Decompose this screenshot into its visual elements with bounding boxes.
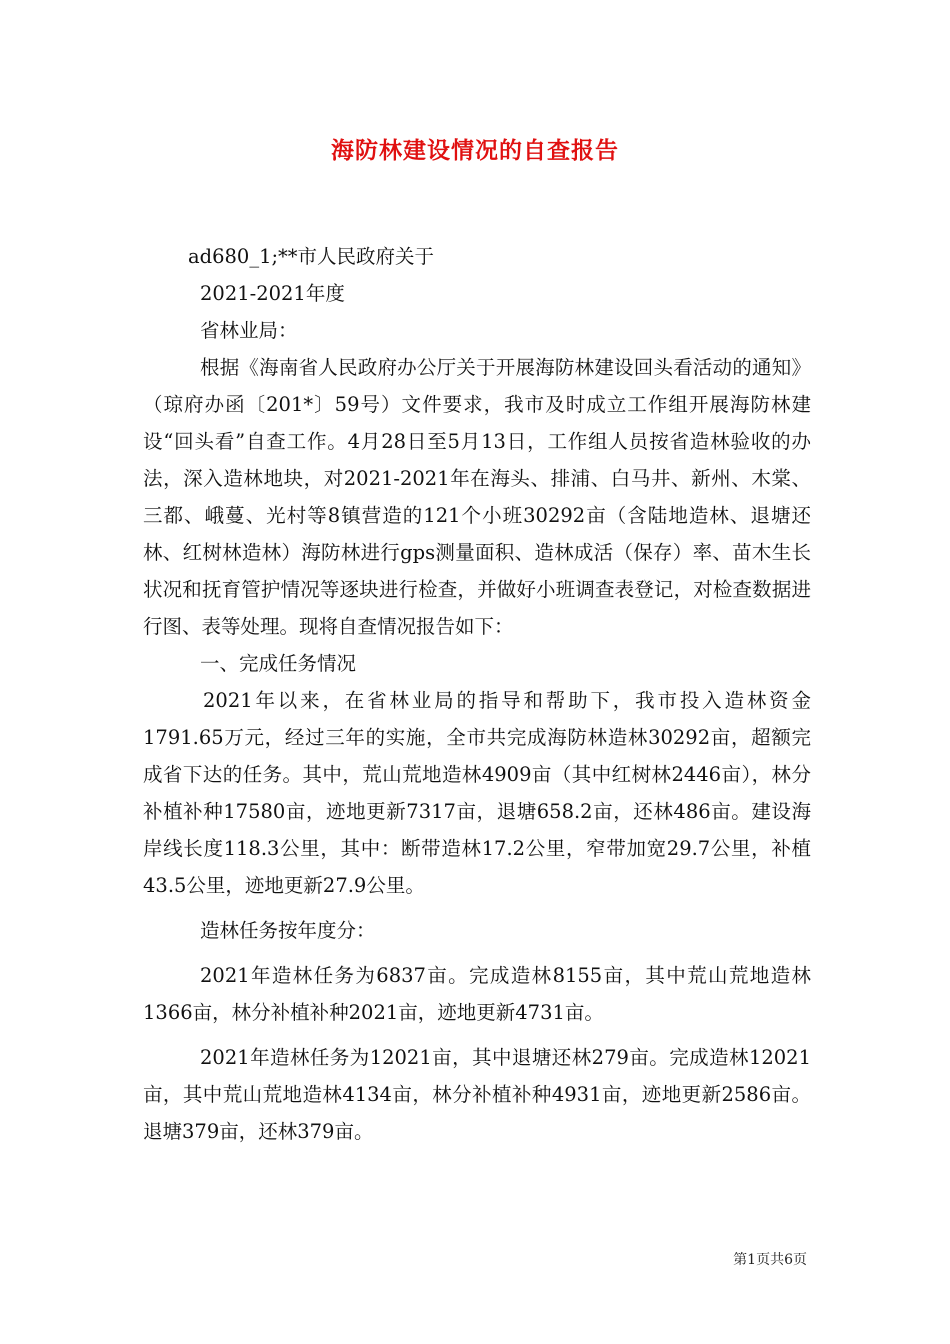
paragraph-addressee: 省林业局： [200,319,298,342]
page-number: 第1页共6页 [733,1252,807,1268]
document-title: 海防林建设情况的自查报告 [331,137,619,164]
paragraph-intro: 根据《海南省人民政府办公厅关于开展海防林建设回头看活动的通知》（琼府办函〔201*〕59号）文件要求，我市及时成立工作组开展海防林建设“回头看”自查工作。4月28日至5月13日，工作组人员按省造林验收的办法，深入造林地块，对2021-2021年在海头、排浦、白马井、新州、木棠、三都、峨蔓、光村等8镇营造的121个小班30292亩（含陆地造林、退塘还林、红树林造林）海防林进行gps测量面积、造林成活（保存）率、苗木生长状况和抚育管护情况等逐块进行检查，并做好小班调查表登记，对检查数据进行图、表等处理。现将自查情况报告如下： [143,356,811,638]
paragraph-by-year-heading: 造林任务按年度分： [200,919,376,942]
section-heading-1: 一、完成任务情况 [200,652,357,675]
paragraph-header-line: ad680_1;**市人民政府关于 [188,245,435,268]
paragraph-year-1: 2021年造林任务为6837亩。完成造林8155亩，其中荒山荒地造林1366亩，林分补植补种2021亩，迹地更新4731亩。 [143,964,811,1024]
paragraph-year-range: 2021-2021年度 [200,282,345,305]
paragraph-completion: 2021年以来，在省林业局的指导和帮助下，我市投入造林资金1791.65万元，经过三年的实施，全市共完成海防林造林30292亩，超额完成省下达的任务。其中，荒山荒地造林4909亩（其中红树林2446亩），林分补植补种17580亩，迹地更新7317亩，退塘658.2亩，还林486亩。建设海岸线长度118.3公里，其中：断带造林17.2公里，窄带加宽29.7公里，补植43.5公里，迹地更新27.9公里。 [143,689,811,897]
paragraph-year-2: 2021年造林任务为12021亩，其中退塘还林279亩。完成造林12021亩，其中荒山荒地造林4134亩，林分补植补种4931亩，迹地更新2586亩。退塘379亩，还林379亩。 [143,1046,811,1143]
document-body [143,238,811,1150]
